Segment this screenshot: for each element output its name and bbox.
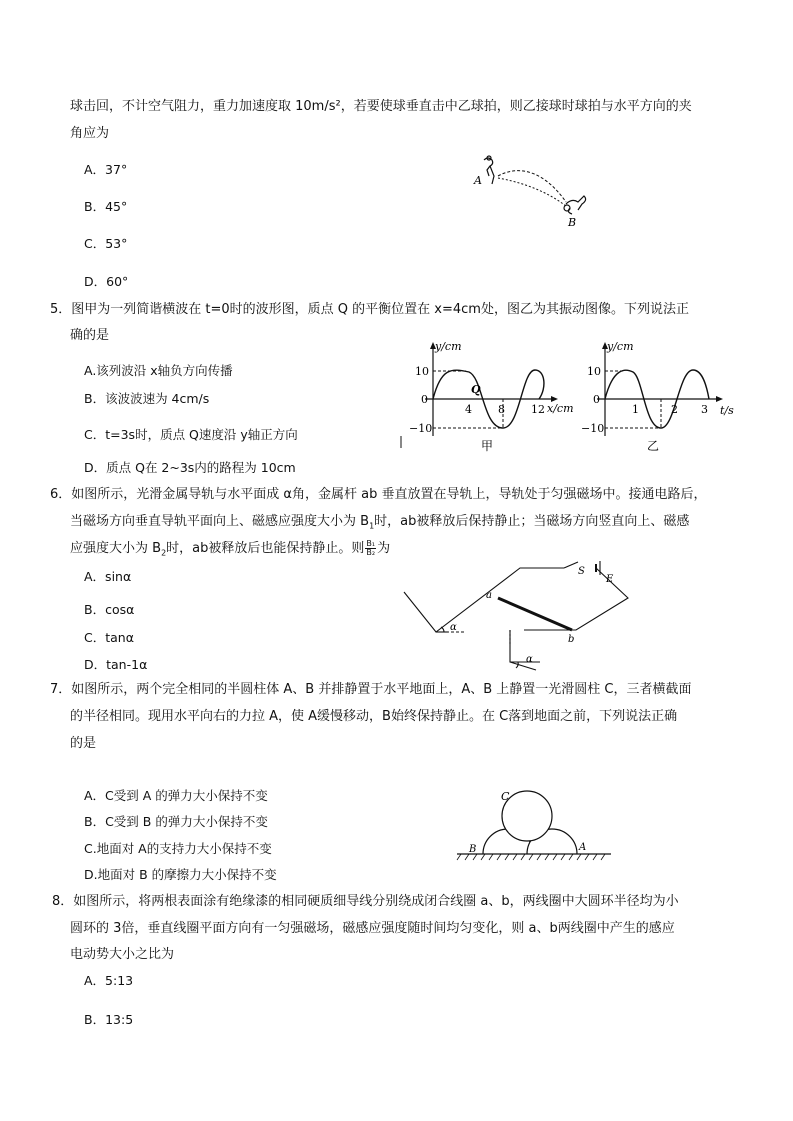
q5-line-2: 确的是 bbox=[70, 328, 110, 343]
q5-option-b: B．该波波速为 4cm/s bbox=[84, 391, 210, 406]
q5-option-d: D．质点 Q在 2~3s内的路程为 10cm bbox=[84, 460, 296, 475]
q5-option-a: A.该列波沿 x轴负方向传播 bbox=[84, 363, 233, 378]
q8-option-a: A．5:13 bbox=[84, 973, 134, 988]
q4-line-1: 球击回，不计空气阻力，重力加速度取 10m/s²，若要使球垂直击中乙球拍，则乙接球时球拍与水平方向的夹 bbox=[70, 99, 692, 114]
q7-line-2: 的半径相同。现用水平向右的力拉 A，使 A缓慢移动，B始终保持静止。在 C落到地面之前，下列说法正确 bbox=[70, 709, 678, 724]
q7-fig-label-a: A bbox=[579, 842, 587, 853]
q7-fig-label-b: B bbox=[469, 844, 477, 855]
q5-jia-ybottom: −10 bbox=[409, 422, 433, 435]
q5-yi-ytop: 10 bbox=[587, 365, 601, 378]
q7-figure-cylinders bbox=[455, 788, 615, 868]
q6-option-b: B．cosα bbox=[84, 602, 135, 617]
q5-jia-tick-8: 8 bbox=[498, 403, 505, 416]
q5-yi-ylabel: y/cm bbox=[607, 340, 634, 353]
q4-option-d: D．60° bbox=[84, 274, 129, 289]
q5-yi-yzero: 0 bbox=[593, 393, 600, 406]
q7-line-3: 的是 bbox=[70, 736, 97, 751]
q5-jia-tick-4: 4 bbox=[465, 403, 472, 416]
q5-jia-caption: 甲 bbox=[481, 439, 494, 453]
q4-fig-label-a: A bbox=[474, 174, 482, 187]
q6-fig-alpha-2: α bbox=[526, 654, 533, 665]
q6-line-2: 当磁场方向垂直导轨平面向上、磁感应强度大小为 $B_1$时，ab被释放后保持静止；当磁场方向竖直向上、磁感 bbox=[70, 514, 690, 531]
q5-yi-tick-1: 1 bbox=[632, 403, 639, 416]
q5-yi-xlabel: t/s bbox=[720, 404, 734, 417]
q8-line-1: 8．如图所示，将两根表面涂有绝缘漆的相同硬质细导线分别绕成闭合线圈 a、b，两线圈中大圆环半径均为小 bbox=[52, 894, 679, 909]
q5-yi-tick-3: 3 bbox=[701, 403, 708, 416]
q5-jia-xlabel: x/cm bbox=[547, 402, 574, 415]
q6-line-1: 6．如图所示，光滑金属导轨与水平面成 α角，金属杆 ab 垂直放置在导轨上，导轨处于匀强磁场中。接通电路后， bbox=[50, 487, 707, 502]
q6-fig-label-b: b bbox=[568, 634, 575, 645]
q7-option-d: D.地面对 B 的摩擦力大小保持不变 bbox=[84, 867, 277, 882]
q7-option-c: C.地面对 A的支持力大小保持不变 bbox=[84, 841, 272, 856]
q4-option-c: C．53° bbox=[84, 236, 128, 251]
q6-fig-label-e: E bbox=[606, 574, 614, 585]
q6-fig-label-s: S bbox=[578, 566, 585, 577]
q5-jia-ylabel: y/cm bbox=[435, 340, 462, 353]
ball-trajectory bbox=[498, 171, 566, 202]
q5-yi-ybottom: −10 bbox=[581, 422, 605, 435]
q7-line-1: 7．如图所示，两个完全相同的半圆柱体 A、B 并排静置于水平地面上，A、B 上静置一光滑圆柱 C，三者横截面 bbox=[50, 682, 692, 697]
q5-yi-caption: 乙 bbox=[647, 439, 660, 453]
q5-jia-yzero: 0 bbox=[421, 393, 428, 406]
q4-option-a: A．37° bbox=[84, 162, 128, 177]
q7-fig-label-c: C bbox=[501, 790, 510, 803]
q5-option-c: C．t=3s时，质点 Q速度沿 y轴正方向 bbox=[84, 427, 298, 442]
q6-fig-label-a: a bbox=[486, 590, 492, 601]
q6-option-c: C．tanα bbox=[84, 630, 134, 645]
q4-line-2: 角应为 bbox=[70, 126, 110, 141]
q8-line-3: 电动势大小之比为 bbox=[70, 947, 175, 962]
q6-fig-alpha-1: α bbox=[450, 622, 457, 633]
q7-option-a: A．C受到 A 的弹力大小保持不变 bbox=[84, 788, 268, 803]
q5-jia-point-q: Q bbox=[471, 383, 481, 396]
q6-option-d: D．tan-1α bbox=[84, 657, 148, 672]
q6-option-a: A．sinα bbox=[84, 569, 132, 584]
q5-figure-vibration-graph bbox=[575, 338, 750, 458]
ball-path-lower bbox=[498, 178, 566, 206]
q5-jia-tick-12: 12 bbox=[531, 403, 545, 416]
q5-figure-wave-graph bbox=[395, 338, 574, 458]
q8-line-2: 圆环的 3倍，垂直线圈平面方向有一匀强磁场，磁感应强度随时间均匀变化，则 a、b两线圈中产生的感应 bbox=[70, 921, 675, 936]
q5-line-1: 5．图甲为一列简谐横波在 t=0时的波形图，质点 Q 的平衡位置在 x=4cm处，图乙为其振动图像。下列说法正 bbox=[50, 302, 689, 317]
q4-fig-label-b: B bbox=[568, 216, 577, 229]
q6-line-3: 应强度大小为 $B_2$时，ab被释放后也能保持静止。则 $\frac{\text{B₁}}{\text{B₂}}$ 为 bbox=[70, 539, 391, 558]
q8-option-b: B．13:5 bbox=[84, 1012, 134, 1027]
q4-figure-table-tennis bbox=[470, 152, 600, 232]
q5-yi-tick-2: 2 bbox=[671, 403, 678, 416]
q5-jia-ytop: 10 bbox=[415, 365, 429, 378]
player-a-icon bbox=[484, 156, 494, 184]
q4-option-b: B．45° bbox=[84, 199, 128, 214]
player-b-icon bbox=[564, 196, 586, 214]
q6-figure-rail-circuit bbox=[400, 558, 635, 670]
b1-over-b2-fraction: $\frac{\text{B₁}}{\text{B₂}}$ bbox=[366, 539, 376, 557]
q7-option-b: B．C受到 B 的弹力大小保持不变 bbox=[84, 814, 268, 829]
